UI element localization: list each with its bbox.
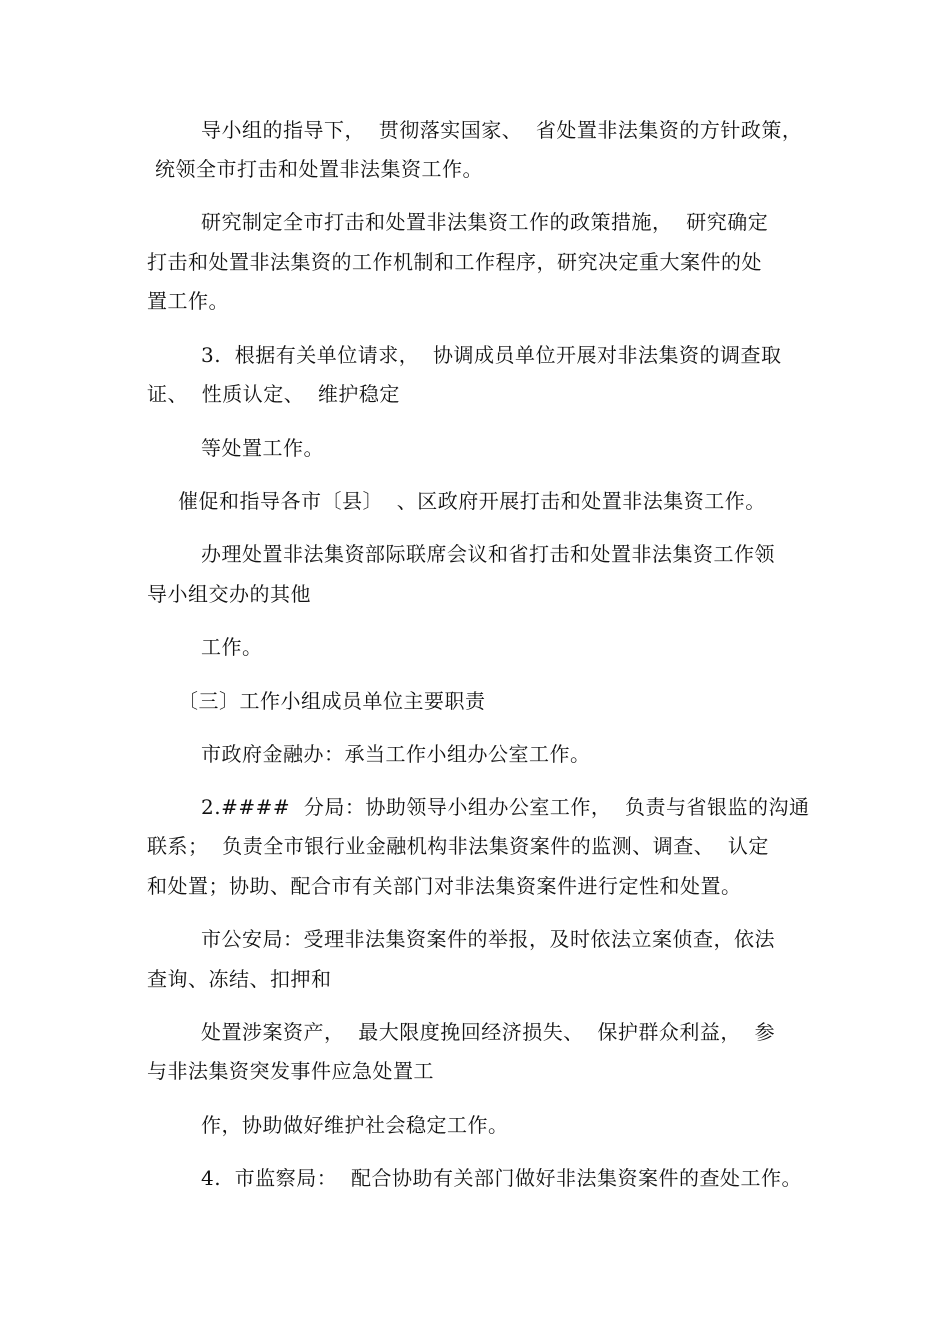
text-line: 办理处置非法集资部际联席会议和省打击和处置非法集资工作领: [201, 542, 775, 566]
text-line: 置工作。: [147, 289, 229, 313]
text-line: 打击和处置非法集资的工作机制和工作程序，研究决定重大案件的处: [147, 250, 762, 274]
text-line: 工作。: [201, 635, 263, 659]
text-line: 等处置工作。: [201, 436, 324, 460]
text-line: 联系； 负责全市银行业金融机构非法集资案件的监测、调查、 认定: [147, 834, 769, 858]
text-line: 查询、冻结、扣押和: [147, 967, 332, 991]
text-line: 统领全市打击和处置非法集资工作。: [155, 157, 483, 181]
text-line: 处置涉案资产， 最大限度挽回经济损失、 保护群众利益， 参: [201, 1020, 776, 1044]
text-line: 市公安局：受理非法集资案件的举报，及时依法立案侦查，依法: [201, 927, 775, 951]
text-line: 和处置；协助、配合市有关部门对非法集资案件进行定性和处置。: [147, 874, 742, 898]
text-line: 证、 性质认定、 维护稳定: [147, 382, 400, 406]
text-line: 导小组交办的其他: [147, 582, 311, 606]
text-line: 与非法集资突发事件应急处置工: [147, 1059, 434, 1083]
text-line: 催促和指导各市〔县〕 、区政府开展打击和处置非法集资工作。: [178, 489, 766, 513]
text-line: 导小组的指导下， 贯彻落实国家、 省处置非法集资的方针政策，: [201, 118, 803, 142]
section-heading: 〔三〕工作小组成员单位主要职责: [178, 689, 486, 713]
text-line: 市政府金融办：承当工作小组办公室工作。: [201, 742, 591, 766]
text-line: 3. 根据有关单位请求， 协调成员单位开展对非法集资的调查取: [201, 343, 782, 367]
text-line: 4. 市监察局： 配合协助有关部门做好非法集资案件的查处工作。: [201, 1166, 803, 1190]
text-line: 作，协助做好维护社会稳定工作。: [201, 1113, 509, 1137]
text-line: 2.#### 分局：协助领导小组办公室工作， 负责与省银监的沟通: [201, 795, 810, 819]
text-line: 研究制定全市打击和处置非法集资工作的政策措施， 研究确定: [201, 210, 769, 234]
